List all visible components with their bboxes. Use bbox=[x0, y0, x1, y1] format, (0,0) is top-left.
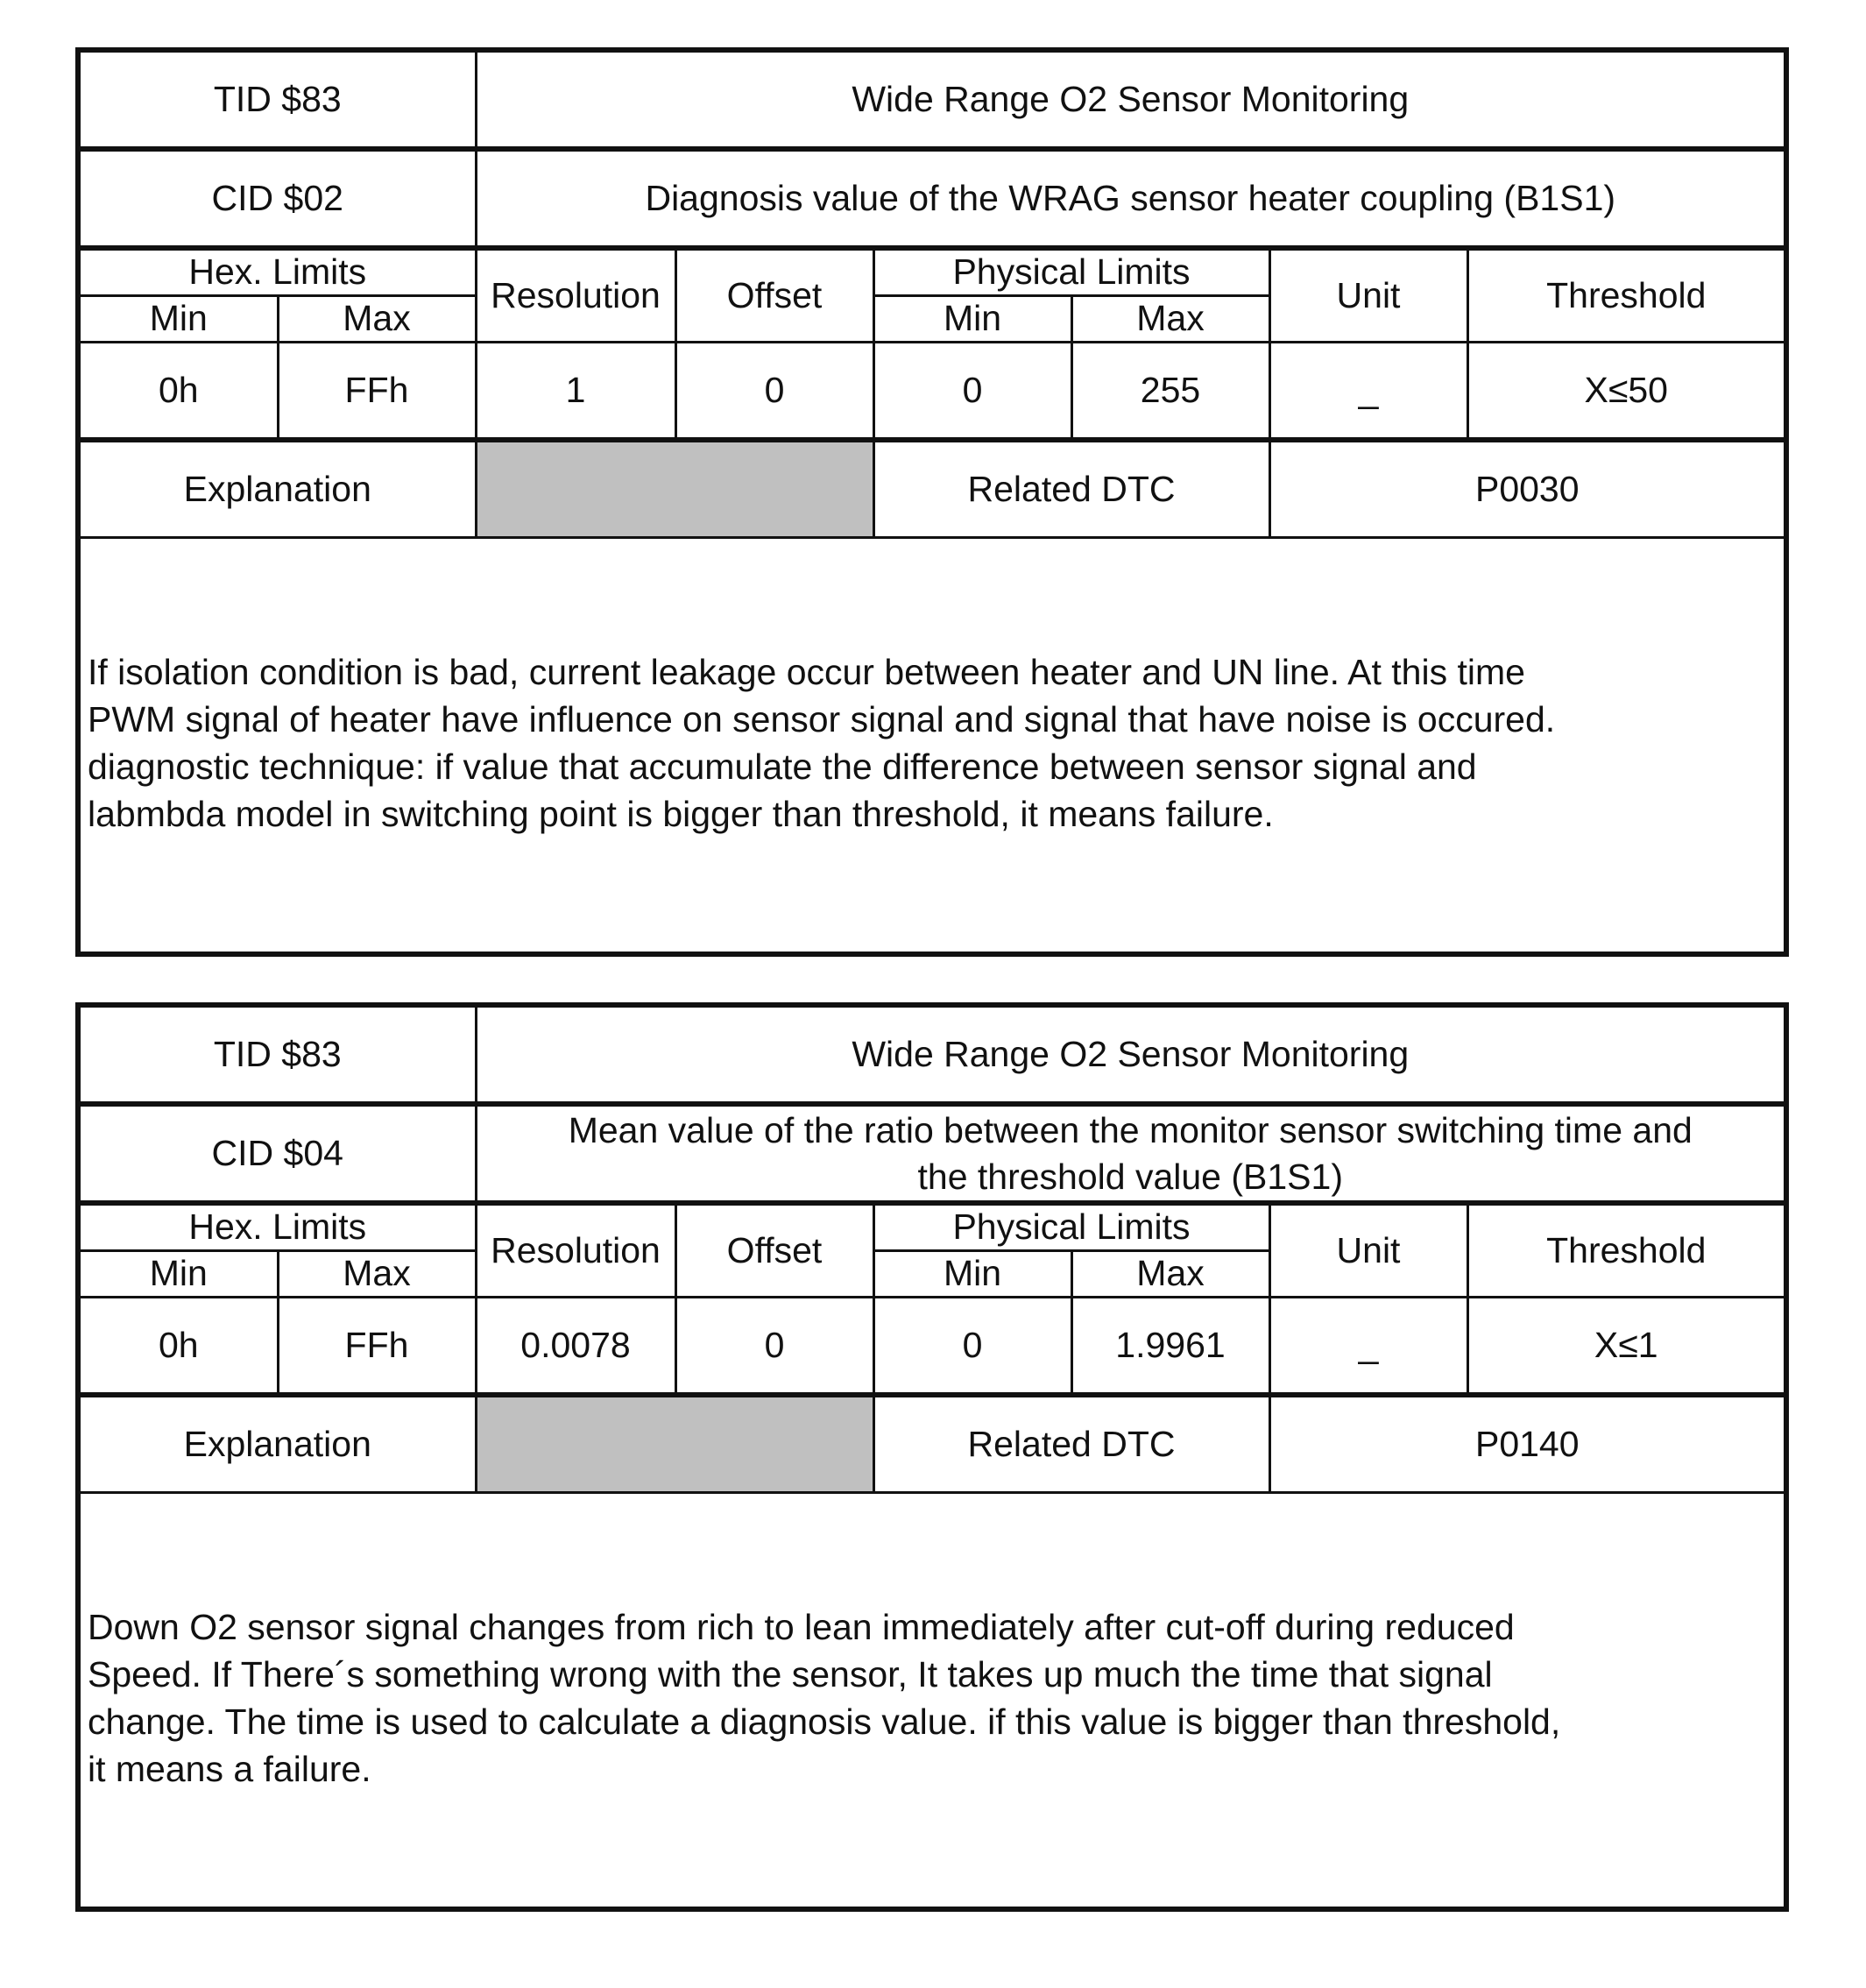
spec-table bbox=[81, 1008, 1784, 1494]
explanation-line: diagnostic technique: if value that accumulate the difference between sensor signal and bbox=[88, 746, 1477, 787]
hex-min-value: 0h bbox=[81, 1298, 278, 1396]
hex-min-header: Min bbox=[81, 296, 278, 343]
offset-header: Offset bbox=[675, 248, 873, 343]
physical-limits-header: Physical Limits bbox=[873, 248, 1269, 296]
hex-min-header: Min bbox=[81, 1251, 278, 1298]
explanation-label: Explanation bbox=[81, 1395, 476, 1493]
phys-max-value: 255 bbox=[1071, 343, 1269, 441]
explanation-line: Speed. If There´s something wrong with the sensor, It takes up much the time that signal bbox=[88, 1654, 1493, 1694]
cid-description: Diagnosis value of the WRAG sensor heater coupling (B1S1) bbox=[476, 149, 1784, 248]
phys-max-header: Max bbox=[1071, 296, 1269, 343]
cid-description-line: Mean value of the ratio between the monitor sensor switching time and bbox=[568, 1110, 1693, 1151]
hex-limits-header: Hex. Limits bbox=[81, 1203, 476, 1251]
hex-limits-header: Hex. Limits bbox=[81, 248, 476, 296]
offset-value: 0 bbox=[675, 343, 873, 441]
phys-min-header: Min bbox=[873, 296, 1071, 343]
explanation-text bbox=[88, 1603, 1777, 1793]
explanation-line: labmbda model in switching point is bigger than threshold, it means failure. bbox=[88, 794, 1274, 834]
hex-max-value: FFh bbox=[278, 1298, 476, 1396]
unit-value: _ bbox=[1269, 1298, 1467, 1396]
cid-description-line: the threshold value (B1S1) bbox=[917, 1156, 1343, 1197]
explanation-line: change. The time is used to calculate a diagnosis value. if this value is bigger than threshold, bbox=[88, 1701, 1561, 1742]
related-dtc-label: Related DTC bbox=[873, 1395, 1269, 1493]
resolution-header: Resolution bbox=[476, 1203, 675, 1298]
threshold-header: Threshold bbox=[1467, 1203, 1784, 1298]
phys-max-value: 1.9961 bbox=[1071, 1298, 1269, 1396]
related-dtc-value: P0030 bbox=[1269, 440, 1784, 538]
cid-description bbox=[476, 1104, 1784, 1203]
explanation-line: If isolation condition is bad, current leakage occur between heater and UN line. At this time bbox=[88, 652, 1525, 692]
resolution-value: 1 bbox=[476, 343, 675, 441]
hex-min-value: 0h bbox=[81, 343, 278, 441]
offset-header: Offset bbox=[675, 1203, 873, 1298]
threshold-header: Threshold bbox=[1467, 248, 1784, 343]
unit-value: _ bbox=[1269, 343, 1467, 441]
explanation-line: Down O2 sensor signal changes from rich to lean immediately after cut-off during reduced bbox=[88, 1607, 1515, 1647]
gray-filler-cell bbox=[476, 440, 873, 538]
hex-max-header: Max bbox=[278, 296, 476, 343]
unit-header: Unit bbox=[1269, 248, 1467, 343]
unit-header: Unit bbox=[1269, 1203, 1467, 1298]
related-dtc-label: Related DTC bbox=[873, 440, 1269, 538]
cid-cell: CID $04 bbox=[81, 1104, 476, 1203]
resolution-value: 0.0078 bbox=[476, 1298, 675, 1396]
explanation-line: PWM signal of heater have influence on sensor signal and signal that have noise is occured. bbox=[88, 699, 1556, 739]
tid-cell: TID $83 bbox=[81, 1008, 476, 1104]
tid-description: Wide Range O2 Sensor Monitoring bbox=[476, 1008, 1784, 1104]
hex-max-value: FFh bbox=[278, 343, 476, 441]
monitor-spec-block-1 bbox=[75, 47, 1789, 957]
phys-min-value: 0 bbox=[873, 343, 1071, 441]
tid-cell: TID $83 bbox=[81, 53, 476, 149]
physical-limits-header: Physical Limits bbox=[873, 1203, 1269, 1251]
threshold-value: X≤1 bbox=[1467, 1298, 1784, 1396]
monitor-spec-block-2 bbox=[75, 1002, 1789, 1912]
explanation-label: Explanation bbox=[81, 440, 476, 538]
explanation-text bbox=[88, 648, 1777, 838]
cid-cell: CID $02 bbox=[81, 149, 476, 248]
hex-max-header: Max bbox=[278, 1251, 476, 1298]
gray-filler-cell bbox=[476, 1395, 873, 1493]
explanation-line: it means a failure. bbox=[88, 1749, 371, 1789]
spec-table bbox=[81, 53, 1784, 539]
resolution-header: Resolution bbox=[476, 248, 675, 343]
tid-description: Wide Range O2 Sensor Monitoring bbox=[476, 53, 1784, 149]
phys-max-header: Max bbox=[1071, 1251, 1269, 1298]
phys-min-value: 0 bbox=[873, 1298, 1071, 1396]
threshold-value: X≤50 bbox=[1467, 343, 1784, 441]
related-dtc-value: P0140 bbox=[1269, 1395, 1784, 1493]
phys-min-header: Min bbox=[873, 1251, 1071, 1298]
offset-value: 0 bbox=[675, 1298, 873, 1396]
